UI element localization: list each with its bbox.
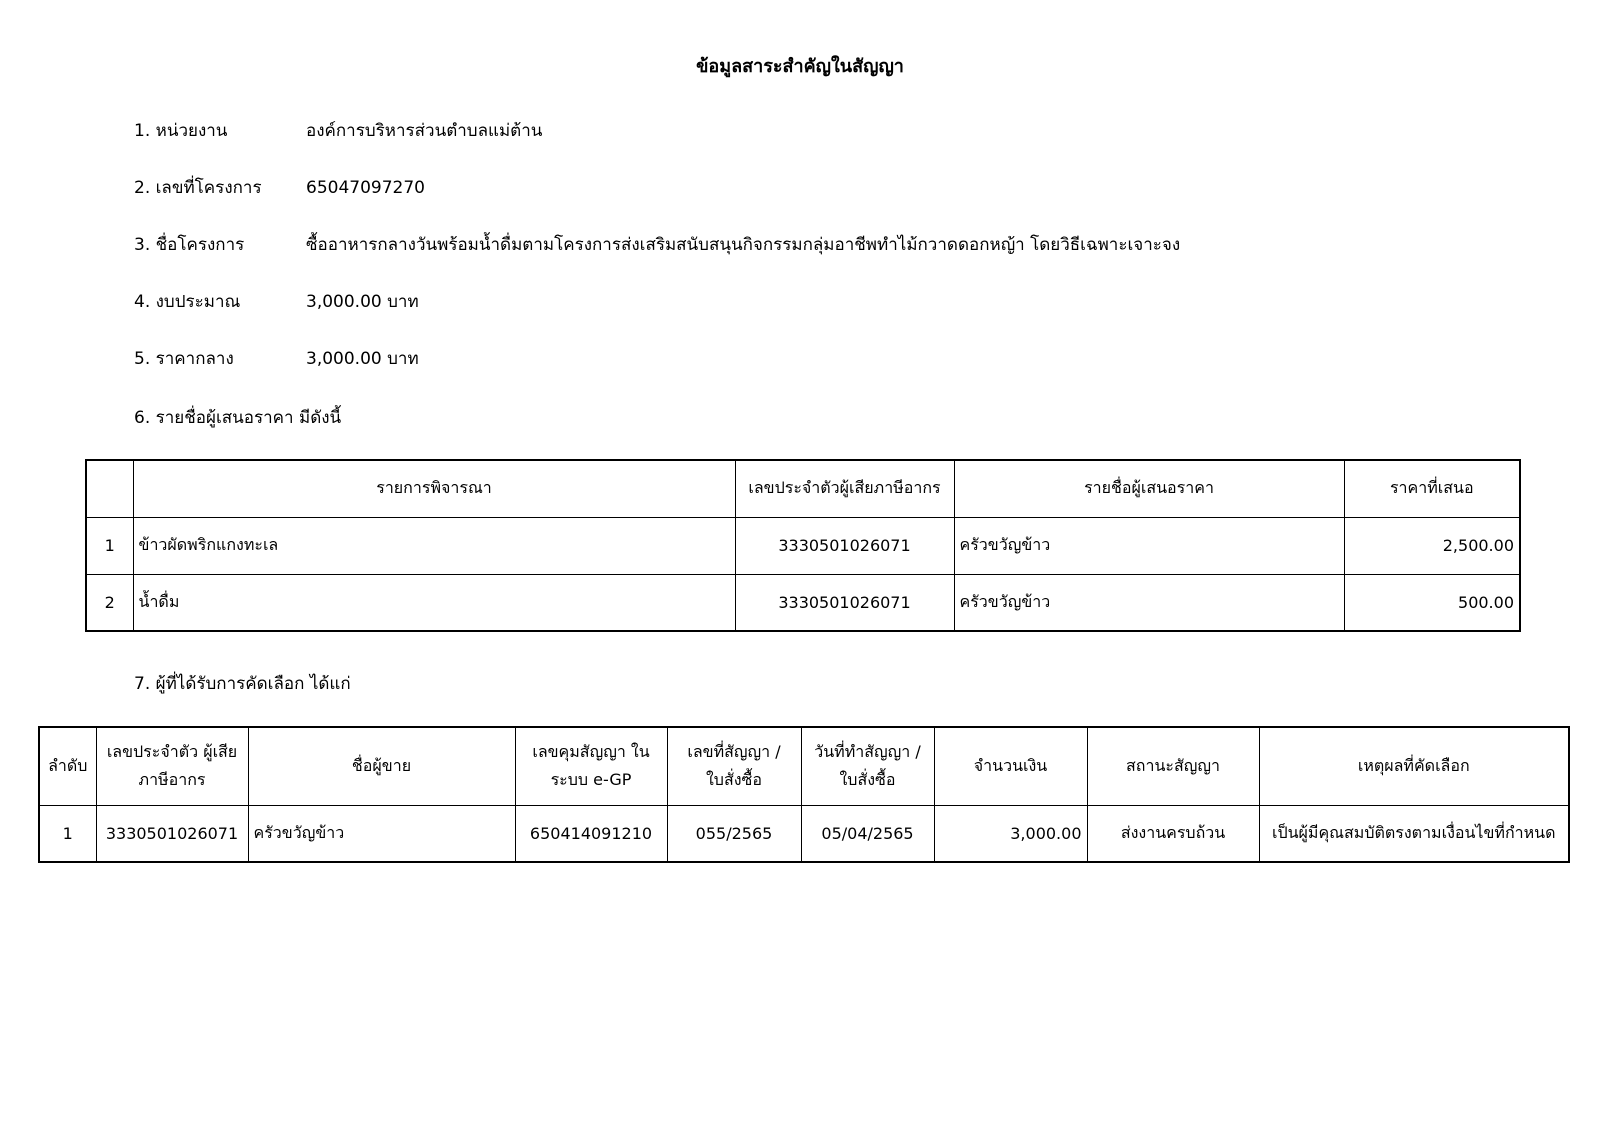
table-row xyxy=(86,574,1520,631)
row-contract-number: 055/2565 xyxy=(667,805,801,862)
header-cell-reason: เหตุผลที่คัดเลือก xyxy=(1259,727,1569,805)
bids-table xyxy=(85,459,1521,632)
field-label: 4. งบประมาณ xyxy=(134,292,241,312)
header-cell-contract-number: เลขที่สัญญา / ใบสั่งซื้อ xyxy=(667,727,801,805)
table-header-row xyxy=(86,460,1520,517)
selected-heading: 7. ผู้ที่ได้รับการคัดเลือก ได้แก่ xyxy=(134,674,351,694)
field-label: 1. หน่วยงาน xyxy=(134,121,228,141)
header-cell-tax-id: เลขประจำตัวผู้เสียภาษีอากร xyxy=(735,460,954,517)
row-tax-id: 3330501026071 xyxy=(735,574,954,631)
row-tax-id: 3330501026071 xyxy=(96,805,248,862)
header-cell-seller: ชื่อผู้ขาย xyxy=(248,727,515,805)
field-value: ซื้ออาหารกลางวันพร้อมน้ำดื่มตามโครงการส่งเสริมสนับสนุนกิจกรรมกลุ่มอาชีพทำไม้กวาดดอกหญ้า โดยวิธีเฉพาะเจาะจง xyxy=(306,235,1181,255)
bidders-heading: 6. รายชื่อผู้เสนอราคา มีดังนี้ xyxy=(134,408,342,428)
row-number: 2 xyxy=(86,574,133,631)
row-egp-number: 650414091210 xyxy=(515,805,667,862)
header-cell-status: สถานะสัญญา xyxy=(1087,727,1259,805)
winner-table xyxy=(38,726,1570,863)
header-cell-order: ลำดับ xyxy=(39,727,96,805)
row-seller: ครัวขวัญข้าว xyxy=(248,805,515,862)
table-row xyxy=(39,805,1569,862)
row-price: 2,500.00 xyxy=(1344,517,1520,574)
field-value: องค์การบริหารส่วนตำบลแม่ต้าน xyxy=(306,121,543,141)
header-cell-price: ราคาที่เสนอ xyxy=(1344,460,1520,517)
row-tax-id: 3330501026071 xyxy=(735,517,954,574)
row-bidder: ครัวขวัญข้าว xyxy=(954,517,1344,574)
header-cell-item: รายการพิจารณา xyxy=(133,460,735,517)
document-title: ข้อมูลสาระสำคัญในสัญญา xyxy=(696,56,904,77)
field-value: 3,000.00 บาท xyxy=(306,292,419,312)
table-row xyxy=(86,517,1520,574)
field-label: 3. ชื่อโครงการ xyxy=(134,235,245,255)
row-bidder: ครัวขวัญข้าว xyxy=(954,574,1344,631)
table-header-row xyxy=(39,727,1569,805)
header-cell-tax-id: เลขประจำตัว ผู้เสียภาษีอากร xyxy=(96,727,248,805)
row-reason: เป็นผู้มีคุณสมบัติตรงตามเงื่อนไขที่กำหนด xyxy=(1259,805,1569,862)
header-cell-contract-date: วันที่ทำสัญญา / ใบสั่งซื้อ xyxy=(801,727,934,805)
header-cell-egp-number: เลขคุมสัญญา ในระบบ e-GP xyxy=(515,727,667,805)
field-value: 65047097270 xyxy=(306,178,425,198)
row-contract-date: 05/04/2565 xyxy=(801,805,934,862)
row-status: ส่งงานครบถ้วน xyxy=(1087,805,1259,862)
row-item: น้ำดื่ม xyxy=(133,574,735,631)
row-item: ข้าวผัดพริกแกงทะเล xyxy=(133,517,735,574)
row-amount: 3,000.00 xyxy=(934,805,1087,862)
row-price: 500.00 xyxy=(1344,574,1520,631)
field-value: 3,000.00 บาท xyxy=(306,349,419,369)
row-number: 1 xyxy=(86,517,133,574)
header-cell-amount: จำนวนเงิน xyxy=(934,727,1087,805)
header-cell-number xyxy=(86,460,133,517)
field-label: 2. เลขที่โครงการ xyxy=(134,178,262,198)
header-cell-bidder: รายชื่อผู้เสนอราคา xyxy=(954,460,1344,517)
row-order: 1 xyxy=(39,805,96,862)
field-label: 5. ราคากลาง xyxy=(134,349,234,369)
